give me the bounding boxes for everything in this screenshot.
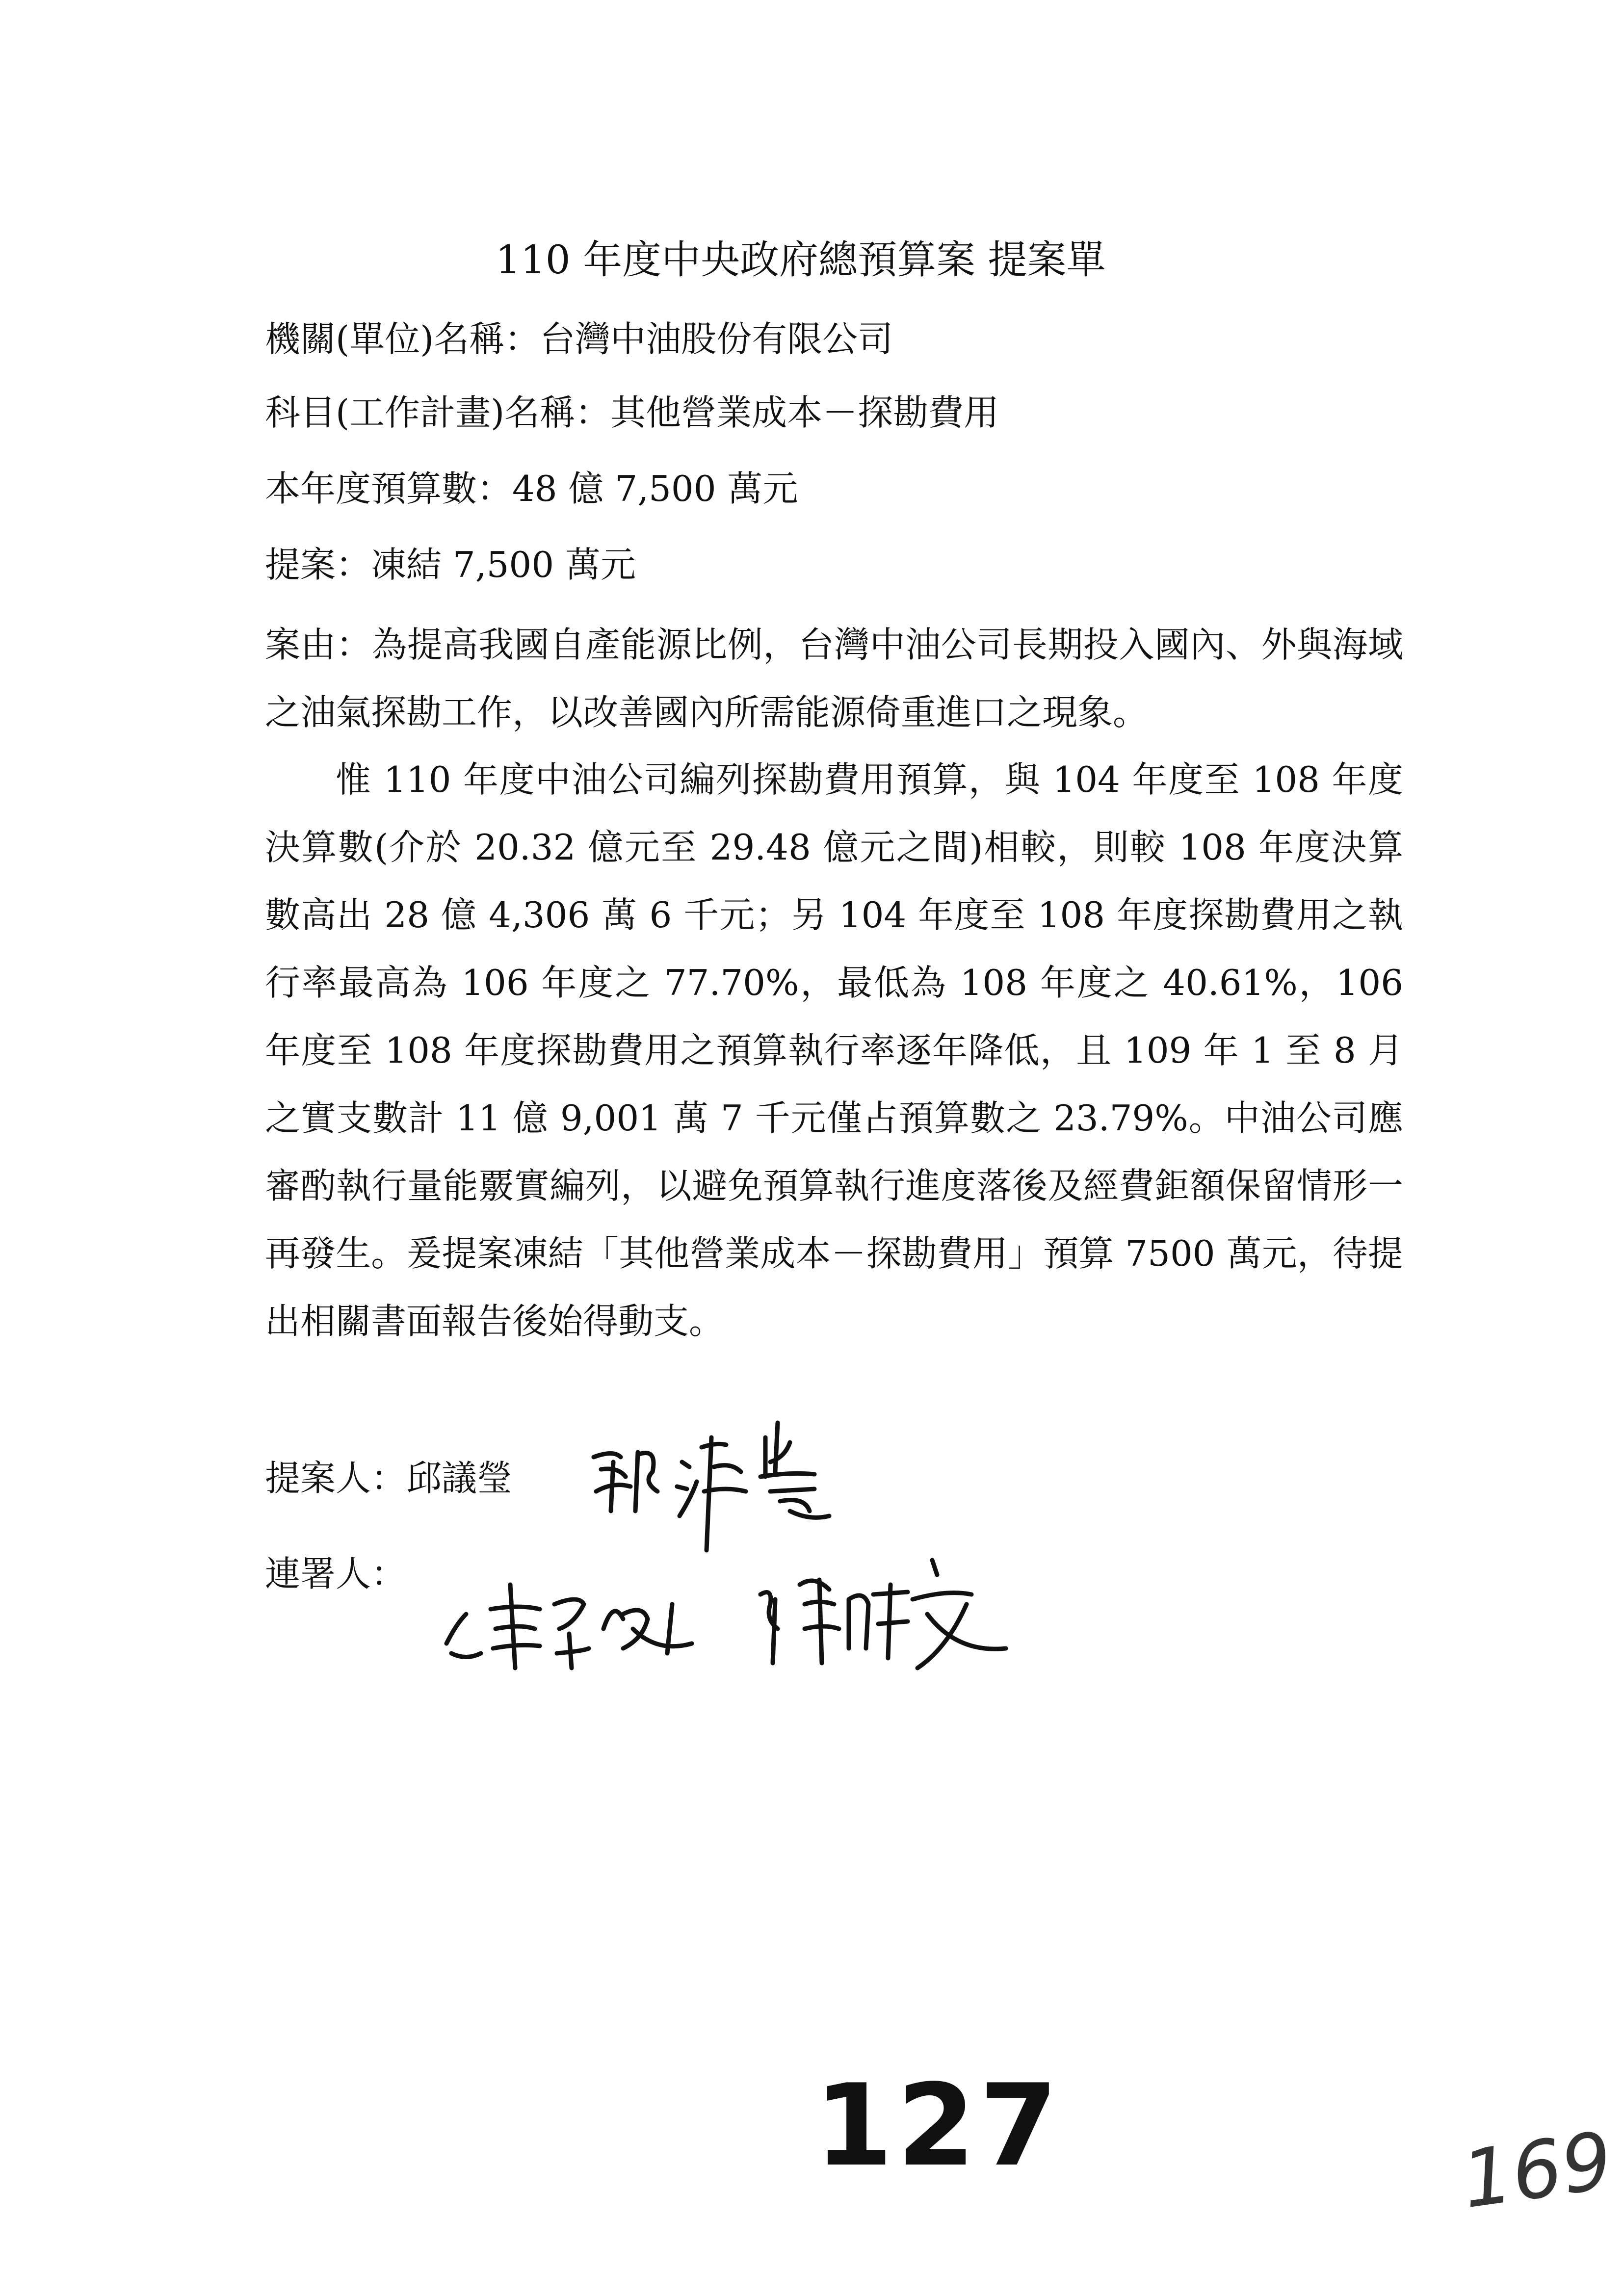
reason-paragraph-1: 案由：為提高我國自產能源比例，台灣中油公司長期投入國內、外與海域之油氣探勘工作，以改善國內所需能源倚重進口之現象。: [265, 624, 1403, 733]
cosigner-label: 連署人：: [265, 1553, 407, 1594]
agency-name: 機關(單位)名稱：台灣中油股份有限公司: [265, 318, 893, 360]
budget-amount: 本年度預算數：48 億 7,500 萬元: [265, 468, 798, 509]
proposer-signature: [584, 1364, 859, 1570]
reason-paragraph-2: 惟 110 年度中油公司編列探勘費用預算，與 104 年度至 108 年度決算數(介於 20.32 億元至 29.48 億元之間)相較，則較 108 年度決算數高出 28 億 4,306 萬 6 千元；另 104 年度至 108 年度探勘費用之執行率最高為 106 年度之 77.70%，最低為 108 年度之 40.61%，106 年度至 108 年度探勘費用之預算執行率逐年降低，且 109 年 1 至 8 月之實支數計 11 億 9,001 萬 7 千元僅占預算數之 23.79%。中油公司應審酌執行量能覈實編列，以避免預算執行進度落後及經費鉅額保留情形一再發生。爰提案凍結「其他營業成本－探勘費用」預算 7500 萬元，待提出相關書面報告後始得動支。: [265, 759, 1403, 1342]
proposal-summary: 提案：凍結 7,500 萬元: [265, 544, 636, 585]
page-number-stamp: 127: [814, 2061, 1062, 2192]
budget-item-name: 科目(工作計畫)名稱：其他營業成本－探勘費用: [265, 392, 999, 433]
cosigner-signature-2: [751, 1540, 1025, 1688]
handwritten-page-number: 169: [1456, 2114, 1618, 2226]
cosigner-signature-1: [437, 1555, 741, 1683]
document-title: 110 年度中央政府總預算案 提案單: [496, 237, 1106, 283]
proposer-label: 提案人：邱議瑩: [265, 1458, 513, 1499]
